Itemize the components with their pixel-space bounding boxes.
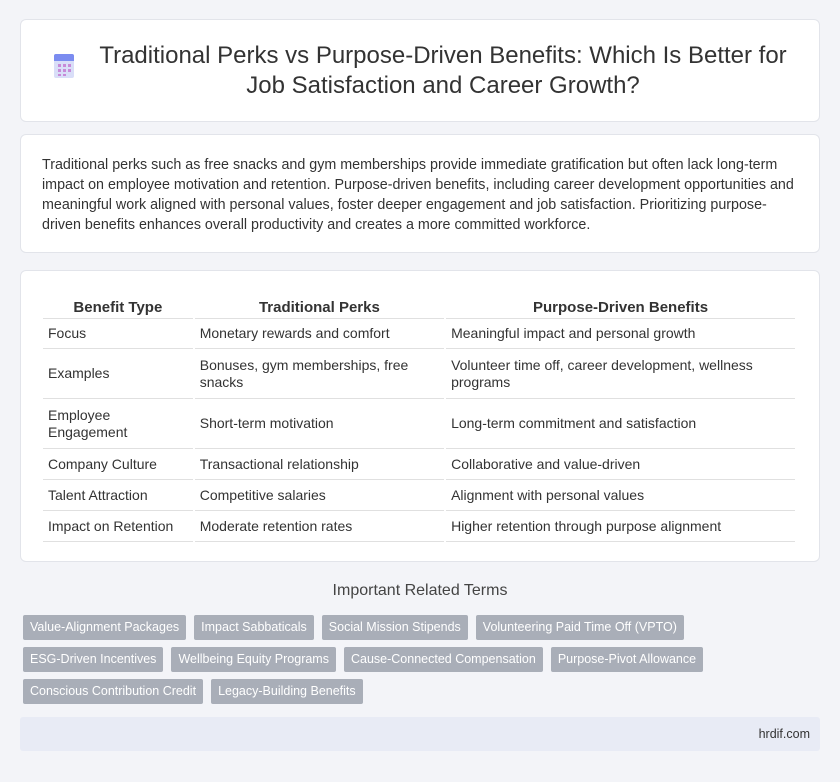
table-row bbox=[43, 399, 795, 449]
table-row bbox=[43, 511, 795, 542]
table-row bbox=[43, 449, 795, 480]
related-term-tag[interactable]: Volunteering Paid Time Off (VPTO) bbox=[476, 615, 684, 640]
related-terms-list bbox=[23, 615, 823, 711]
table-cell: Meaningful impact and personal growth bbox=[446, 319, 795, 349]
header-benefit-type: Benefit Type bbox=[43, 297, 193, 319]
table-cell: Impact on Retention bbox=[43, 511, 193, 542]
related-term-tag[interactable]: Impact Sabbaticals bbox=[194, 615, 314, 640]
related-term-tag[interactable]: ESG-Driven Incentives bbox=[23, 647, 163, 672]
table-cell: Competitive salaries bbox=[195, 480, 444, 511]
table-row bbox=[43, 319, 795, 349]
table-cell: Monetary rewards and comfort bbox=[195, 319, 444, 349]
footer-site-link[interactable]: hrdif.com bbox=[758, 727, 810, 741]
summary-text: Traditional perks such as free snacks and gym memberships provide immediate gratification but often lack long-term impact on employee motivation and retention. Purpose-driven benefits, including career development opportunities and meaningful work aligned with personal values, foster deeper engagement and job satisfaction. Prioritizing purpose-driven benefits enhances overall productivity and creates a more committed workforce. bbox=[42, 157, 794, 233]
related-term-tag[interactable]: Cause-Connected Compensation bbox=[344, 647, 543, 672]
table-cell: Short-term motivation bbox=[195, 399, 444, 449]
table-cell: Employee Engagement bbox=[43, 399, 193, 449]
table-cell: Alignment with personal values bbox=[446, 480, 795, 511]
related-term-tag[interactable]: Legacy-Building Benefits bbox=[211, 679, 363, 704]
header-traditional-perks: Traditional Perks bbox=[195, 297, 444, 319]
table-row bbox=[43, 480, 795, 511]
summary-card bbox=[20, 134, 820, 253]
table-cell: Moderate retention rates bbox=[195, 511, 444, 542]
related-term-tag[interactable]: Conscious Contribution Credit bbox=[23, 679, 203, 704]
table-cell: Collaborative and value-driven bbox=[446, 449, 795, 480]
related-term-tag[interactable]: Value-Alignment Packages bbox=[23, 615, 186, 640]
table-cell: Bonuses, gym memberships, free snacks bbox=[195, 349, 444, 399]
title-card bbox=[20, 19, 820, 122]
related-term-tag[interactable]: Social Mission Stipends bbox=[322, 615, 468, 640]
page-title: Traditional Perks vs Purpose-Driven Benefits: Which Is Better for Job Satisfaction and Career Growth? bbox=[99, 41, 787, 99]
table-cell: Volunteer time off, career development, wellness programs bbox=[446, 349, 795, 399]
table-cell: Talent Attraction bbox=[43, 480, 193, 511]
document-icon bbox=[51, 53, 77, 79]
table-cell: Examples bbox=[43, 349, 193, 399]
table-row bbox=[43, 349, 795, 399]
table-cell: Long-term commitment and satisfaction bbox=[446, 399, 795, 449]
related-term-tag[interactable]: Purpose-Pivot Allowance bbox=[551, 647, 703, 672]
table-cell: Transactional relationship bbox=[195, 449, 444, 480]
table-cell: Higher retention through purpose alignment bbox=[446, 511, 795, 542]
table-header-row bbox=[43, 297, 795, 319]
comparison-table bbox=[41, 297, 797, 542]
table-cell: Focus bbox=[43, 319, 193, 349]
header-purpose-driven: Purpose-Driven Benefits bbox=[446, 297, 795, 319]
title-wrap bbox=[51, 41, 789, 101]
footer bbox=[20, 717, 820, 751]
table-cell: Company Culture bbox=[43, 449, 193, 480]
related-term-tag[interactable]: Wellbeing Equity Programs bbox=[171, 647, 336, 672]
related-terms-heading: Important Related Terms bbox=[332, 582, 508, 599]
comparison-table-card bbox=[20, 270, 820, 562]
